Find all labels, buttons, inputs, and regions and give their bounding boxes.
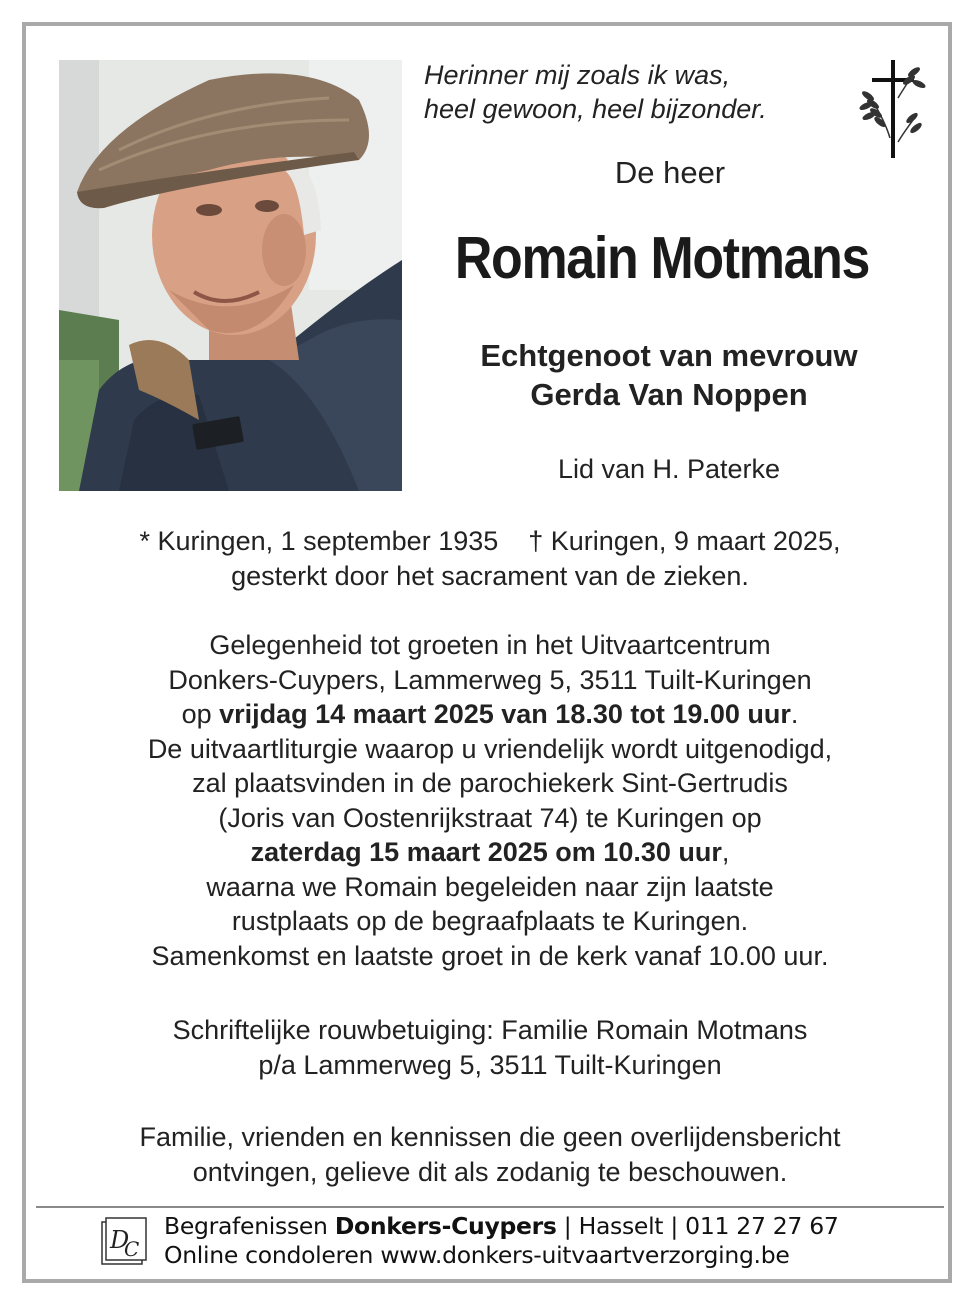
visitation-time-line xyxy=(40,697,940,732)
membership: Lid van H. Paterke xyxy=(557,454,781,484)
sacrament-line: gesterkt door het sacrament van de zieken. xyxy=(231,560,749,591)
funeral-line-1: De uitvaartliturgie waarop u vriendelijk wordt uitgenodigd, xyxy=(147,733,833,764)
footer-prefix: Begrafenissen xyxy=(164,1212,335,1240)
visitation-line-1: Gelegenheid tot groeten in het Uitvaartcentrum xyxy=(209,630,771,660)
funeral-line-4: waarna we Romain begeleiden naar zijn laatste xyxy=(206,871,774,902)
donkers-cuypers-logo-icon xyxy=(100,1216,148,1268)
visitation-time: vrijdag 14 maart 2025 van 18.30 tot 19.00 uur xyxy=(219,699,791,729)
visitation-suffix: . xyxy=(790,699,799,729)
notice-text xyxy=(40,1120,940,1189)
visitation-line-2: Donkers-Cuypers, Lammerweg 5, 3511 Tuilt-Kuringen xyxy=(168,664,812,695)
cross-with-wheat-icon xyxy=(854,58,930,160)
footer-contact: | Hasselt | 011 27 27 67 xyxy=(556,1212,839,1240)
funeral-line-6: Samenkomst en laatste groet in de kerk vanaf 10.00 uur. xyxy=(151,940,829,971)
funeral-time: zaterdag 15 maart 2025 om 10.30 uur xyxy=(250,837,722,867)
funeral-line-3: (Joris van Oostenrijkstraat 74) te Kuringen op xyxy=(218,802,762,833)
funeral-line-5: rustplaats op de begraafplaats te Kuringen. xyxy=(231,906,749,936)
funeral-line-2: zal plaatsvinden in de parochiekerk Sint-Gertrudis xyxy=(192,768,788,798)
condolence-line-1: Schriftelijke rouwbetuiging: Familie Romain Motmans xyxy=(172,1015,808,1045)
funeral-home-footer xyxy=(164,1212,924,1270)
deceased-name: Romain Motmans xyxy=(454,225,870,291)
dates-line xyxy=(40,524,940,559)
condolence-address xyxy=(40,1013,940,1082)
ceremony-info xyxy=(40,628,940,973)
spouse-line-1: Echtgenoot van mevrouw xyxy=(480,338,858,373)
life-dates xyxy=(40,524,940,593)
memorial-motto xyxy=(424,58,844,126)
notice-line-1: Familie, vrienden en kennissen die geen overlijdensbericht xyxy=(139,1122,841,1152)
death-date: † Kuringen, 9 maart 2025, xyxy=(528,526,841,556)
notice-line-2: ontvingen, gelieve dit als zodanig te beschouwen. xyxy=(192,1156,788,1187)
motto-line-1: Herinner mij zoals ik was, xyxy=(424,60,731,90)
condolence-line-2: p/a Lammerweg 5, 3511 Tuilt-Kuringen xyxy=(258,1049,722,1080)
company-name: Donkers-Cuypers xyxy=(334,1212,557,1240)
footer-line-1 xyxy=(164,1212,924,1241)
svg-text:C: C xyxy=(124,1237,140,1261)
spouse-line-2: Gerda Van Noppen xyxy=(530,377,808,412)
portrait-illustration xyxy=(59,60,402,491)
spouse-info xyxy=(424,336,914,414)
visitation-prefix: op xyxy=(181,699,220,729)
portrait-photo xyxy=(59,60,402,491)
footer-divider xyxy=(36,1206,944,1208)
birth-date: * Kuringen, 1 september 1935 xyxy=(139,526,499,556)
svg-text:D: D xyxy=(110,1226,130,1254)
motto-line-2: heel gewoon, heel bijzonder. xyxy=(424,94,767,124)
honorific: De heer xyxy=(614,155,726,190)
funeral-time-suffix: , xyxy=(721,837,730,867)
footer-line-2: Online condoleren www.donkers-uitvaartverzorging.be xyxy=(164,1241,790,1269)
funeral-time-line xyxy=(40,835,940,870)
